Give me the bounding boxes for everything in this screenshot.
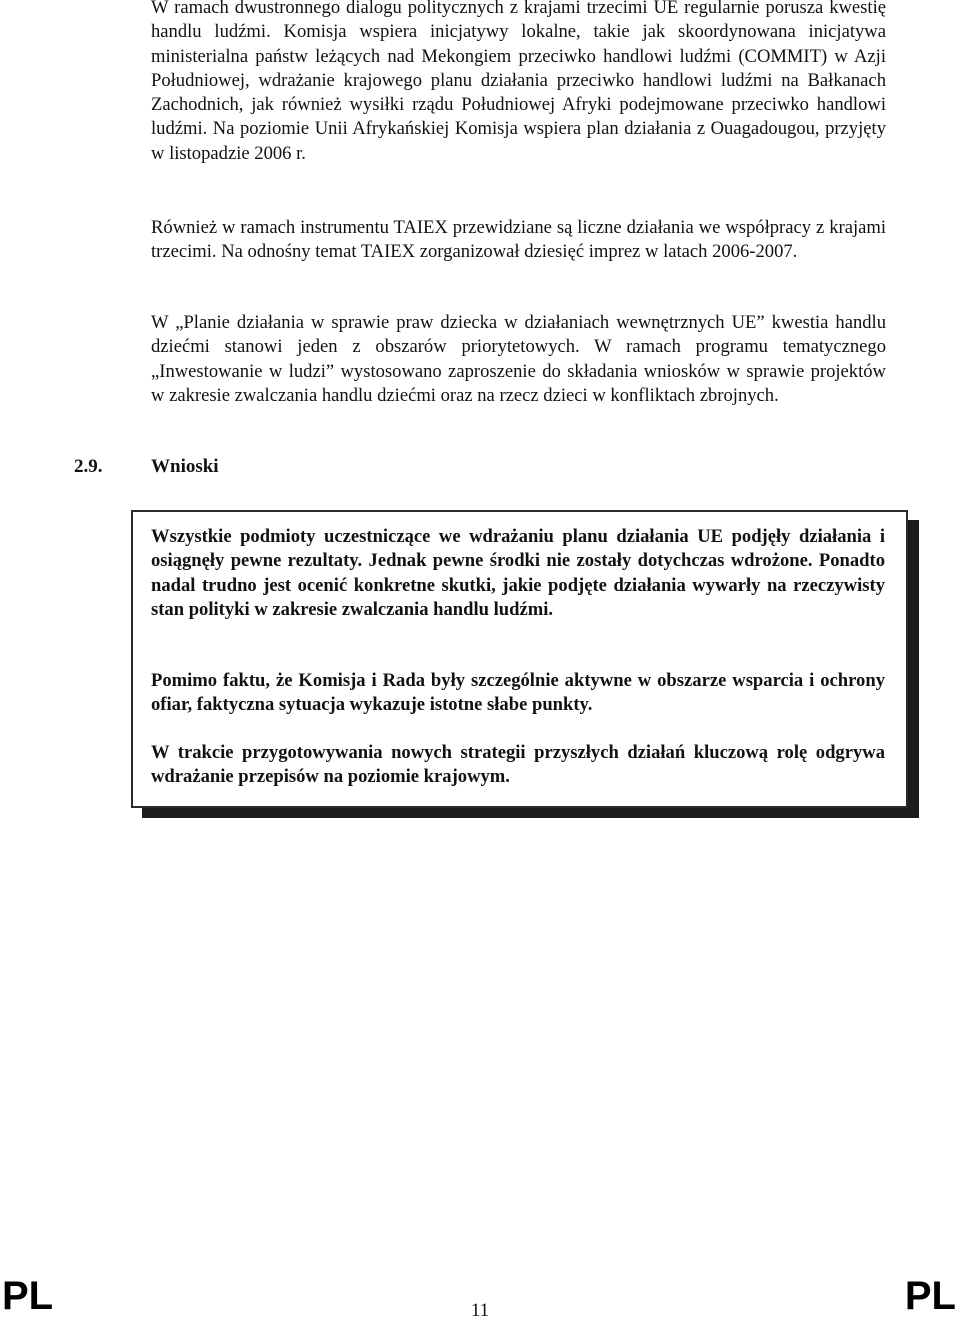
conclusions-paragraph-national-level: W trakcie przygotowywania nowych strategii przyszłych działań kluczową rolę odgrywa wdrażanie przepisów na poziomie krajowym. bbox=[151, 742, 885, 788]
body-paragraph-taiex: Również w ramach instrumentu TAIEX przewidziane są liczne działania we współpracy z krajami trzecimi. Na odnośny temat TAIEX zorganizował dziesięć imprez w latach 2006-2007. bbox=[151, 217, 886, 263]
conclusions-paragraph-results: Wszystkie podmioty uczestniczące we wdrażaniu planu działania UE podjęły działania i osiągnęły pewne rezultaty. Jednak pewne środki nie zostały dotychczas wdrożone. Ponadto nadal trudno jest ocenić konkretne skutki, jakie podjęte działania wywarły na rzeczywisty stan polityki w zakresie zwalczania handlu ludźmi. bbox=[151, 526, 885, 620]
footer-language-left: PL bbox=[2, 1274, 54, 1318]
section-number: 2.9. bbox=[74, 456, 103, 477]
footer-language-right: PL bbox=[904, 1274, 956, 1318]
conclusions-paragraph-victims: Pomimo faktu, że Komisja i Rada były szczególnie aktywne w obszarze wsparcia i ochrony ofiar, faktyczna sytuacja wykazuje istotne słabe punkty. bbox=[151, 670, 885, 716]
page-number: 11 bbox=[470, 1300, 490, 1321]
body-paragraph-child-rights: W „Planie działania w sprawie praw dziecka w działaniach wewnętrznych UE” kwestia handlu dziećmi stanowi jeden z obszarów priorytetowych. W ramach programu tematycznego „Inwestowanie w ludzi” wystosowano zaproszenie do składania wniosków w sprawie projektów w zakresie zwalczania handlu dziećmi oraz na rzecz dzieci w konfliktach zbrojnych. bbox=[151, 312, 886, 406]
section-title: Wnioski bbox=[151, 456, 219, 477]
body-paragraph-bilateral-dialogue: W ramach dwustronnego dialogu politycznych z krajami trzecimi UE regularnie porusza kwestię handlu ludźmi. Komisja wspiera inicjatywy lokalne, takie jak skoordynowana inicjatywa ministerialna państw leżących nad Mekongiem przeciwko handlowi ludźmi (COMMIT) w Azji Południowej, wdrażanie krajowego planu działania przeciwko handlowi ludźmi na Bałkanach Zachodnich, jak również wysiłki rządu Południowej Afryki podejmowane przeciwko handlowi ludźmi. Na poziomie Unii Afrykańskiej Komisja wspiera plan działania z Ouagadougou, przyjęty w listopadzie 2006 r. bbox=[151, 0, 886, 164]
